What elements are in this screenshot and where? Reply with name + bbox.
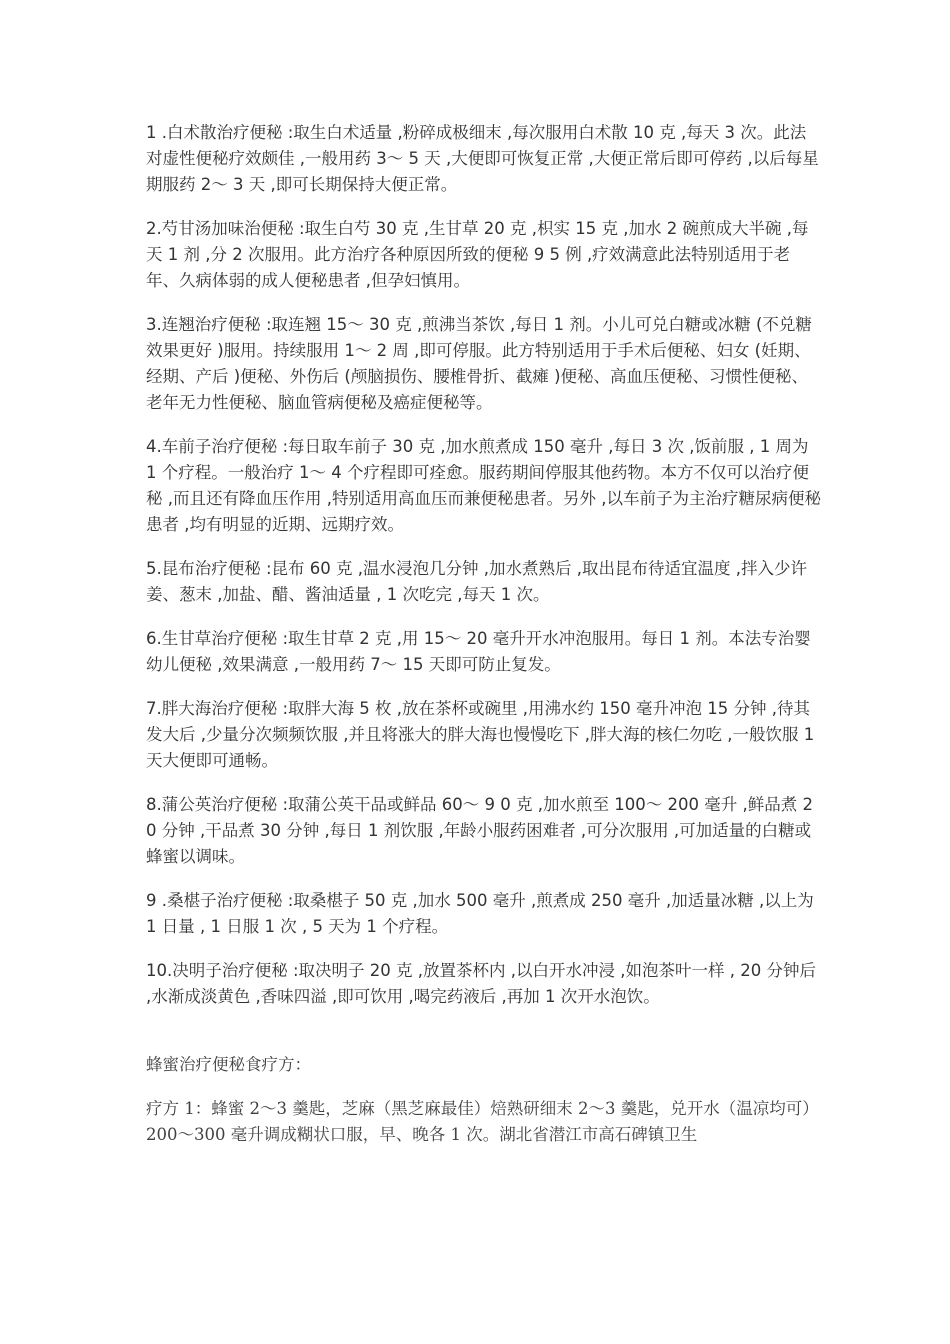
remedy-paragraph-3: 3.连翘治疗便秘 :取连翘 15～ 30 克 ,煎沸当茶饮 ,每日 1 剂。小儿可兑白糖或冰糖 (不兑糖效果更好 )服用。持续服用 1～ 2 周 ,即可停服。此方特别适用于手术后便秘、妇女 (妊期、经期、产后 )便秘、外伤后 (颅脑损伤、腰椎骨折、截瘫 )便秘、高血压便秘、习惯性便秘、老年无力性便秘、脑血管病便秘及癌症便秘等。 (146, 315, 812, 412)
honey-recipe-1: 疗方 1：蜂蜜 2～3 羹匙，芝麻（黑芝麻最佳）焙熟研细末 2～3 羹匙，兑开水（温凉均可）200～300 毫升调成糊状口服，早、晚各 1 次。湖北省潜江市高石碑镇卫生 (146, 1099, 819, 1144)
remedy-paragraph-2: 2.芍甘汤加味治便秘 :取生白芍 30 克 ,生甘草 20 克 ,枳实 15 克 ,加水 2 碗煎成大半碗 ,每天 1 剂 ,分 2 次服用。此方治疗各种原因所致的便秘 9 5 例 ,疗效满意此法特别适用于老年、久病体弱的成人便秘患者 ,但孕妇慎用。 (146, 219, 809, 290)
document-body (146, 120, 822, 1148)
remedy-paragraph-9: 9 .桑椹子治疗便秘 :取桑椹子 50 克 ,加水 500 毫升 ,煎煮成 250 毫升 ,加适量冰糖 ,以上为 1 日量 , 1 日服 1 次 , 5 天为 1 个疗程。 (146, 891, 814, 936)
remedy-paragraph-10: 10.决明子治疗便秘 :取决明子 20 克 ,放置茶杯内 ,以白开水冲浸 ,如泡茶叶一样 , 20 分钟后 ,水渐成淡黄色 ,香味四溢 ,即可饮用 ,喝完药液后 ,再加 1 次开水泡饮。 (146, 961, 816, 1006)
remedy-paragraph-6: 6.生甘草治疗便秘 :取生甘草 2 克 ,用 15～ 20 毫升开水冲泡服用。每日 1 剂。本法专治婴幼儿便秘 ,效果满意 ,一般用药 7～ 15 天即可防止复发。 (146, 629, 811, 674)
remedy-paragraph-7: 7.胖大海治疗便秘 :取胖大海 5 枚 ,放在茶杯或碗里 ,用沸水约 150 毫升冲泡 15 分钟 ,待其发大后 ,少量分次频频饮服 ,并且将涨大的胖大海也慢慢吃下 ,胖大海的核仁勿吃 ,一般饮服 1 天大便即可通畅。 (146, 699, 815, 770)
honey-section-title: 蜂蜜治疗便秘食疗方： (146, 1055, 311, 1074)
remedy-paragraph-8: 8.蒲公英治疗便秘 :取蒲公英干品或鲜品 60～ 9 0 克 ,加水煎至 100～ 200 毫升 ,鲜品煮 20 分钟 ,干品煮 30 分钟 ,每日 1 剂饮服 ,年龄小服药困难者 ,可分次服用 ,可加适量的白糖或蜂蜜以调味。 (146, 795, 813, 866)
remedy-paragraph-1: 1 .白术散治疗便秘 :取生白术适量 ,粉碎成极细末 ,每次服用白术散 10 克 ,每天 3 次。此法对虚性便秘疗效颇佳 ,一般用药 3～ 5 天 ,大便即可恢复正常 ,大便正常后即可停药 ,以后每星期服药 2～ 3 天 ,即可长期保持大便正常。 (146, 123, 819, 194)
remedy-paragraph-4: 4.车前子治疗便秘 :每日取车前子 30 克 ,加水煎煮成 150 毫升 ,每日 3 次 ,饭前服 , 1 周为 1 个疗程。一般治疗 1～ 4 个疗程即可痊愈。服药期间停服其他药物。本方不仅可以治疗便秘 ,而且还有降血压作用 ,特别适用高血压而兼便秘患者。另外 ,以车前子为主治疗糖尿病便秘患者 ,均有明显的近期、远期疗效。 (146, 437, 821, 534)
remedy-paragraph-5: 5.昆布治疗便秘 :昆布 60 克 ,温水浸泡几分钟 ,加水煮熟后 ,取出昆布待适宜温度 ,拌入少许姜、葱末 ,加盐、醋、酱油适量 , 1 次吃完 ,每天 1 次。 (146, 559, 807, 604)
